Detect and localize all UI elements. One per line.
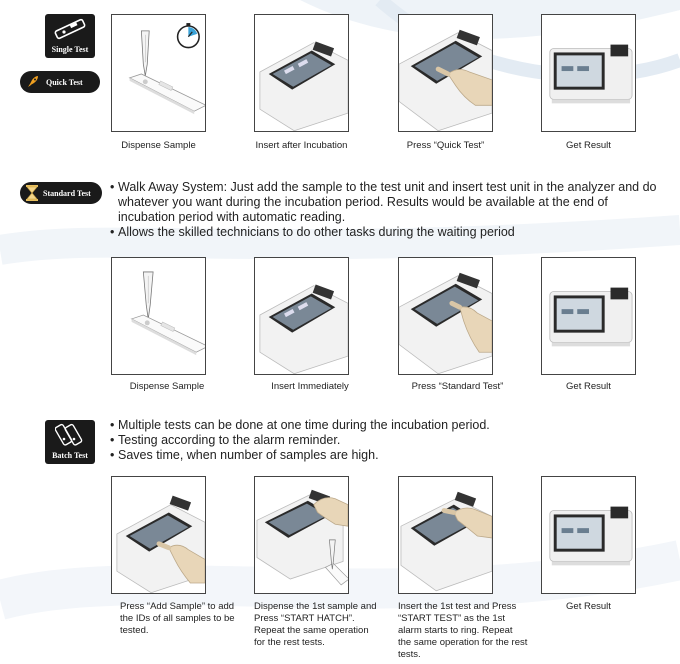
hourglass-icon (24, 184, 40, 202)
pipette-illustration (143, 272, 153, 319)
analyzer-device (401, 492, 492, 591)
bullet-skilled-technicians: • Allows the skilled technicians to do other tasks during the waiting period (110, 225, 666, 240)
quick-test-badge (20, 71, 100, 93)
step3-start-hatch-frame (254, 476, 349, 594)
caption-dispense-sample: Dispense Sample (121, 140, 196, 151)
caption-insert-after-incubation: Insert after Incubation (255, 140, 348, 151)
caption-get-result: Get Result (566, 140, 611, 151)
analyzer-device (550, 507, 632, 566)
standard-test-badge (20, 182, 102, 204)
step3-start-test-frame (398, 476, 493, 594)
caption2-press-standard-test: Press “Standard Test” (411, 381, 504, 392)
analyzer-device (260, 41, 348, 130)
test-cassette-illustration (325, 563, 348, 585)
quick-test-label: Quick Test (46, 77, 83, 87)
caption2-insert-immediately: Insert Immediately (271, 381, 349, 392)
analyzer-device (550, 45, 632, 104)
caption-press-quick-test: Press “Quick Test” (406, 140, 485, 151)
batch-test-badge (45, 420, 95, 464)
step2-press-standard-test-frame (398, 257, 493, 375)
caption3-start-test: Insert the 1st test and Press “START TEST” as the 1st alarm starts to ring. Repeat the same operation for the rest tests. (398, 601, 528, 660)
caption3-get-result: Get Result (566, 601, 611, 612)
caption2-dispense-sample: Dispense Sample (129, 381, 205, 392)
caption3-add-sample: Press “Add Sample” to add the IDs of all samples to be tested. (120, 601, 235, 636)
single-test-badge (45, 14, 95, 58)
step3-add-sample-frame (111, 476, 206, 594)
step-dispense-sample-frame (111, 14, 206, 132)
step2-get-result-frame (541, 257, 636, 375)
batch-test-label: Batch Test (52, 451, 88, 460)
test-strip-icon (53, 18, 87, 40)
step-insert-after-incubation-frame (254, 14, 349, 132)
analyzer-device (550, 288, 632, 347)
rocket-icon (23, 72, 43, 92)
step3-get-result-frame (541, 476, 636, 594)
step2-insert-immediately-frame (254, 257, 349, 375)
single-test-label: Single Test (51, 45, 89, 54)
step-get-result-frame (541, 14, 636, 132)
bullet-walk-away: • Walk Away System: Just add the sample to the test unit and insert test unit in the analyzer and do whatever you want during the incubation period. Results would be available at the end of incubation period with automatic reading. (110, 180, 666, 225)
test-cassette-illustration (130, 74, 205, 114)
standard-test-bullets (110, 180, 666, 240)
multiple-strips-icon (55, 423, 85, 449)
caption3-start-hatch: Dispense the 1st sample and Press “START HATCH”. Repeat the same operation for the rest tests. (254, 601, 377, 648)
test-cassette-illustration (132, 315, 205, 355)
bullet-saves-time: • Saves time, when number of samples are high. (110, 448, 666, 463)
analyzer-device (260, 284, 348, 373)
batch-test-bullets (110, 418, 666, 463)
step-press-quick-test-frame (398, 14, 493, 132)
step2-dispense-sample-frame (111, 257, 206, 375)
standard-test-label: Standard Test (43, 188, 91, 198)
stopwatch-icon (178, 23, 200, 47)
bullet-multiple-tests: • Multiple tests can be done at one time during the incubation period. (110, 418, 666, 433)
pipette-illustration (141, 31, 149, 76)
bullet-alarm-reminder: • Testing according to the alarm reminder. (110, 433, 666, 448)
caption2-get-result: Get Result (566, 381, 611, 392)
